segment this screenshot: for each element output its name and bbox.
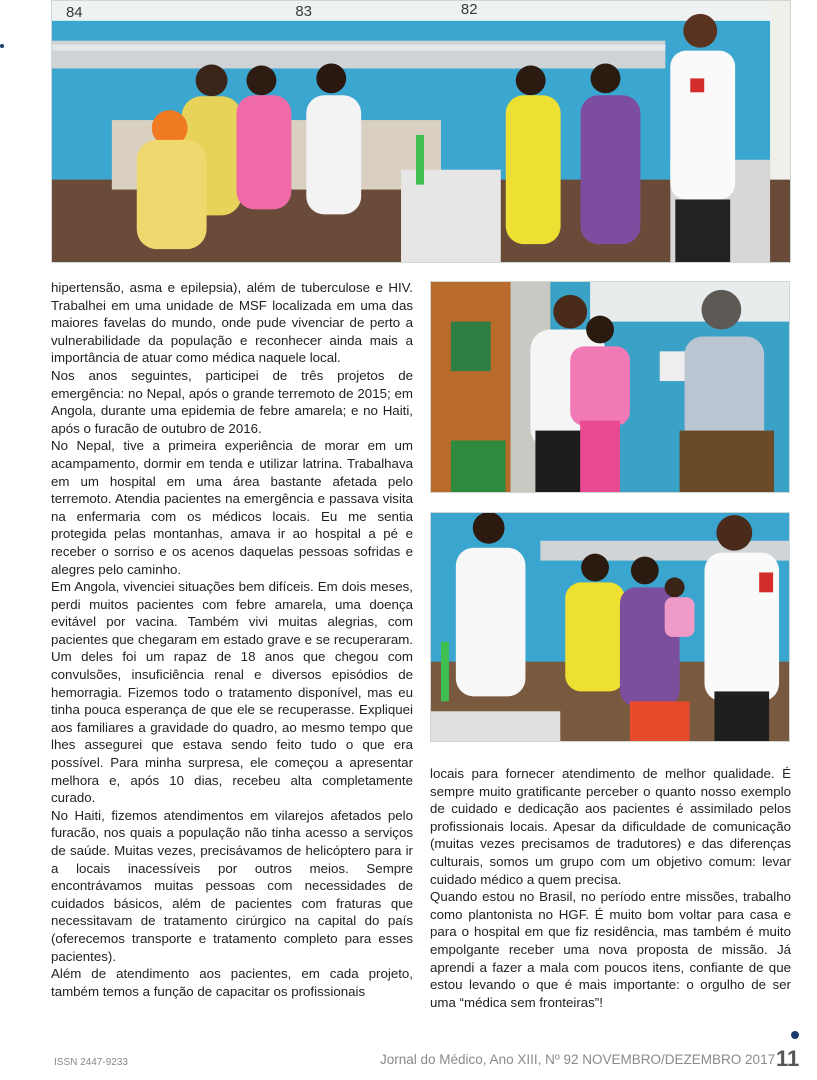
issn-label: ISSN 2447-9233 bbox=[54, 1057, 128, 1068]
photo-ward-visit bbox=[430, 512, 790, 742]
article-paragraph: Além de atendimento aos pacientes, em cada projeto, também temos a função de capacitar os profissionais bbox=[51, 966, 413, 999]
article-paragraph: Quando estou no Brasil, no período entre missões, trabalho como plantonista no HGF. É muito bom voltar para casa e para o hospital em que fiz residência, mas também é muito empolgante receber uma nova proposta de missão. Já aprendi a fazer a mala com poucos itens, confiante de que estou levando o que é mais importante: o orgulho de ser uma “médica sem fronteiras”! bbox=[430, 889, 791, 1010]
article-column-left bbox=[51, 279, 413, 1000]
bed-number-label: 82 bbox=[460, 1, 478, 18]
article-paragraph: No Haiti, fizemos atendimentos em vilarejos afetados pelo furacão, nos quais a população não tinha acesso a serviços de saúde. Muitas vezes, precisávamos de helicóptero para ir a locais inacessíveis por outros meios. Sempre encontrávamos muitas pessoas com necessidades de cuidados básicos, além de pacientes com fraturas que necessitavam de tratamento cirúrgico na capital do país (oferecemos transporte e tratamento completo para esses pacientes). bbox=[51, 807, 413, 964]
journal-citation: Jornal do Médico, Ano XIII, Nº 92 NOVEMBRO/DEZEMBRO 2017 bbox=[380, 1052, 776, 1067]
decorative-dot bbox=[0, 44, 4, 48]
article-column-right bbox=[430, 765, 791, 1011]
bed-number-label: 83 bbox=[295, 2, 312, 20]
photo-doctor-with-child bbox=[430, 281, 790, 493]
page-number: 11 bbox=[776, 1046, 800, 1071]
article-paragraph: locais para fornecer atendimento de melhor qualidade. É sempre muito gratificante perceber o quanto nosso exemplo de cuidado e dedicação aos pacientes é assimilado pelos profissionais locais. Apesar da dificuldade de comunicação (muitas vezes precisamos de tradutores) e das diferenças culturais, somos um grupo com um objetivo comum: levar cuidado médico a quem precisa. bbox=[430, 766, 791, 887]
end-of-article-dot bbox=[791, 1031, 799, 1039]
article-paragraph: hipertensão, asma e epilepsia), além de tuberculose e HIV. Trabalhei em uma unidade de MSF localizada em uma das maiores favelas do mundo, onde pude vivenciar de perto a vulnerabilidade da população e reconhecer ainda mais a importância de atuar como médica naquele local. bbox=[51, 280, 413, 366]
article-paragraph: Nos anos seguintes, participei de três projetos de emergência: no Nepal, após o grande terremoto de 2015; em Angola, durante uma epidemia de febre amarela; e no Haiti, após o furacão de outubro de 2016. bbox=[51, 367, 413, 436]
article-paragraph: No Nepal, tive a primeira experiência de morar em um acampamento, dormir em tenda e utilizar latrina. Trabalhava em um hospital em uma área bastante afetada pelo terremoto. Atendia pacientes na emergência e passava visita na enfermaria com os médicos locais. Eu me sentia protegida pelas montanhas, amava ir ao hospital a pé e receber o sorriso e os acenos daquelas pessoas sofridas e alegres pelo caminho. bbox=[51, 438, 413, 577]
bed-number-label: 84 bbox=[65, 3, 83, 21]
photo-hospital-ward bbox=[51, 0, 791, 263]
article-paragraph: Em Angola, vivenciei situações bem difíceis. Em dois meses, perdi muitos pacientes com febre amarela, uma doença evitável por vacina. Também vivi muitas alegrias, com pacientes que chegaram em estado grave e se recuperaram. Um deles foi um rapaz de 18 anos que chegou com convulsões, insuficiência renal e diversos episódios de hemorragia. Fizemos todo o tratamento disponível, mas eu tinha pouca esperança de que ele se recuperasse. Expliquei aos familiares a gravidade do quadro, ao mesmo tempo que lhes assegurei que estava sendo feito tudo o que era possível. Para minha surpresa, ele começou a apresentar melhora e, após 10 dias, recebeu alta completamente curado. bbox=[51, 579, 413, 806]
